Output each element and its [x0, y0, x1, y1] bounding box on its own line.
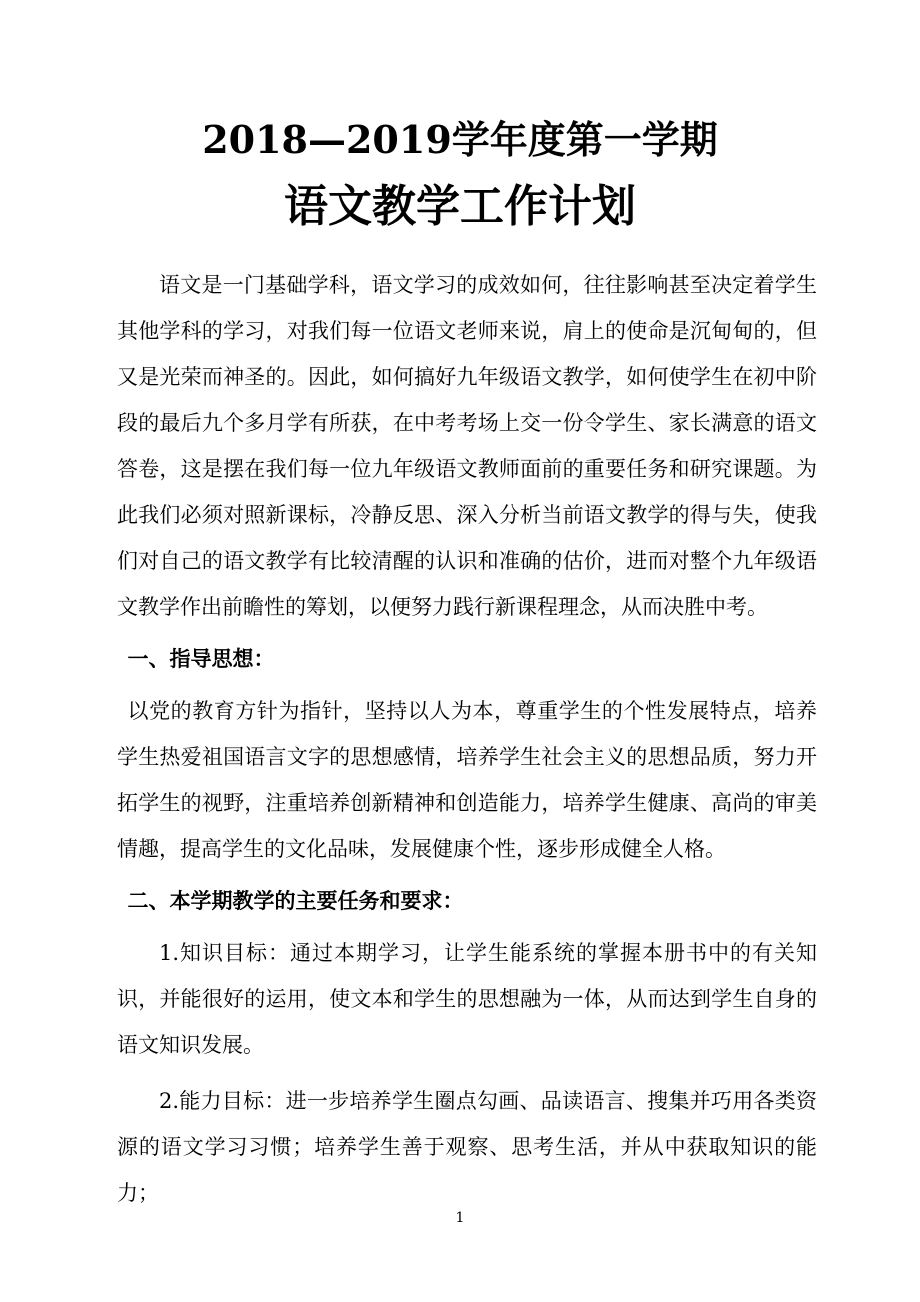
intro-paragraph: 语文是一门基础学科，语文学习的成效如何，往往影响甚至决定着学生其他学科的学习，对我们每一位语文老师来说，肩上的使命是沉甸甸的，但又是光荣而神圣的。因此，如何搞好九年级语文教学，如何使学生在初中阶段的最后九个多月学有所获，在中考考场上交一份令学生、家长满意的语文答卷，这是摆在我们每一位九年级语文教师面前的重要任务和研究课题。为此我们必须对照新课标，冷静反思、深入分析当前语文教学的得与失，使我们对自己的语文教学有比较清醒的认识和准确的估价，进而对整个九年级语文教学作出前瞻性的筹划，以便努力践行新课程理念，从而决胜中考。 — [117, 273, 817, 619]
section1-paragraph: 以党的教育方针为指针，坚持以人为本，尊重学生的个性发展特点，培养学生热爱祖国语言文字的思想感情，培养学生社会主义的思想品质，努力开拓学生的视野，注重培养创新精神和创造能力，培养学生健康、高尚的审美情趣，提高学生的文化品味，发展健康个性，逐步形成健全人格。 — [117, 699, 817, 861]
document-title-line2: 语文教学工作计划 — [284, 181, 636, 232]
page-number: 1 — [455, 1210, 465, 1226]
section2-heading: 二、本学期教学的主要任务和要求： — [127, 888, 464, 913]
goal-item-ability: 2.能力目标：进一步培养学生圈点勾画、品读语言、搜集并巧用各类资源的语文学习习惯；培养学生善于观察、思考生活，并从中获取知识的能力； — [117, 1089, 817, 1205]
goal-item-knowledge: 1.知识目标：通过本期学习，让学生能系统的掌握本册书中的有关知识，并能很好的运用，使文本和学生的思想融为一体，从而达到学生自身的语文知识发展。 — [117, 941, 817, 1057]
section1-heading: 一、指导思想： — [127, 646, 275, 671]
document-body — [117, 262, 817, 1216]
document-title-line1: 2018—2019学年度第一学期 — [202, 117, 718, 162]
